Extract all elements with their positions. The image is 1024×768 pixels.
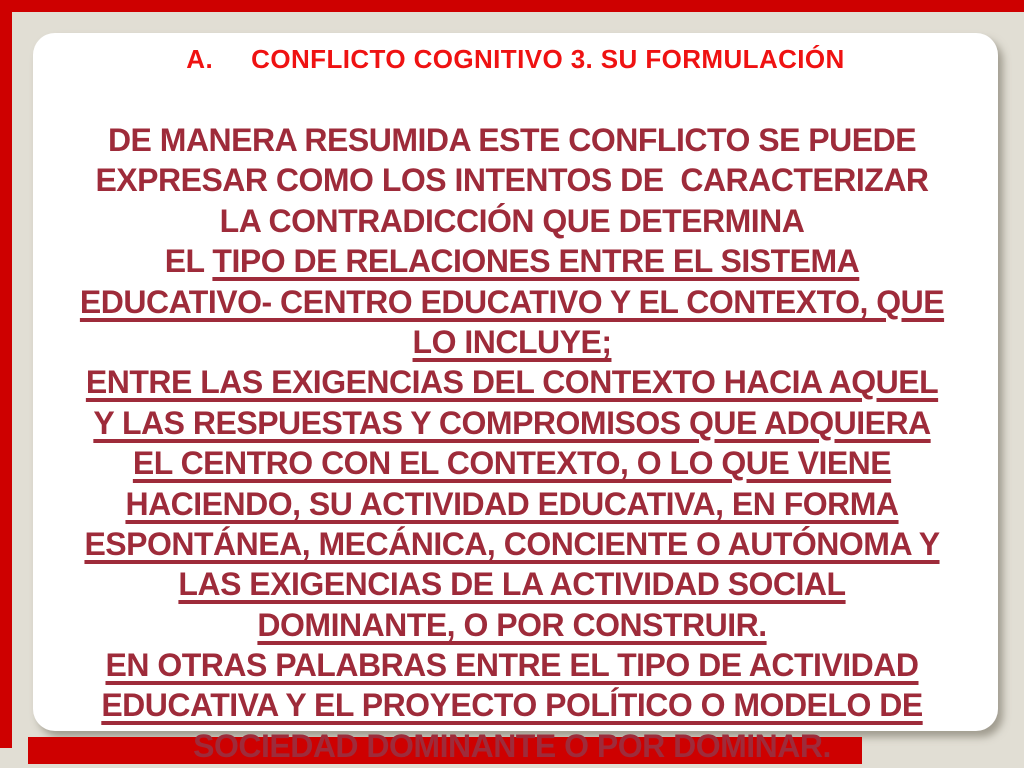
body-line bbox=[0, 160, 1024, 200]
body-line bbox=[0, 605, 1024, 645]
underlined-text-segment: EDUCATIVO- CENTRO EDUCATIVO Y EL CONTEXTO, QUE bbox=[79, 283, 945, 320]
text-segment: SOCIEDAD DOMINANTE O POR DOMINAR. bbox=[193, 727, 831, 764]
top-red-bar bbox=[0, 0, 1024, 12]
body-line bbox=[0, 282, 1024, 322]
body-line bbox=[0, 726, 1024, 766]
body-line bbox=[0, 201, 1024, 241]
underlined-text-segment: EDUCATIVA Y EL PROYECTO POLÍTICO O MODELO DE bbox=[101, 687, 923, 724]
text-segment: EXPRESAR COMO LOS INTENTOS DE CARACTERIZAR bbox=[95, 162, 929, 199]
body-text bbox=[0, 120, 1024, 766]
body-line bbox=[0, 524, 1024, 564]
underlined-text-segment: LO INCLUYE; bbox=[412, 323, 612, 360]
underlined-text-segment: EL CENTRO CON EL CONTEXTO, O LO QUE VIENE bbox=[132, 445, 892, 482]
text-segment: DE MANERA RESUMIDA ESTE CONFLICTO SE PUEDE bbox=[107, 122, 917, 158]
underlined-text-segment: Y LAS RESPUESTAS Y COMPROMISOS QUE ADQUIERA bbox=[93, 404, 931, 441]
body-line bbox=[0, 564, 1024, 604]
underlined-text-segment: EN OTRAS PALABRAS ENTRE EL TIPO DE ACTIVIDAD bbox=[105, 647, 919, 684]
underlined-text-segment: ESPONTÁNEA, MECÁNICA, CONCIENTE O AUTÓNOMA Y bbox=[84, 525, 940, 562]
text-segment: LA CONTRADICCIÓN QUE DETERMINA bbox=[219, 202, 805, 239]
underlined-text-segment: TIPO DE RELACIONES ENTRE EL SISTEMA bbox=[212, 243, 860, 280]
underlined-text-segment: DOMINANTE, O POR CONSTRUIR. bbox=[257, 606, 767, 643]
body-line bbox=[0, 403, 1024, 443]
text-segment: EL bbox=[164, 243, 213, 280]
body-line bbox=[0, 484, 1024, 524]
body-line bbox=[0, 685, 1024, 725]
body-line bbox=[0, 362, 1024, 402]
underlined-text-segment: ENTRE LAS EXIGENCIAS DEL CONTEXTO HACIA AQUEL bbox=[85, 364, 939, 401]
body-line bbox=[0, 241, 1024, 281]
body-line bbox=[0, 443, 1024, 483]
slide-title: A. CONFLICTO COGNITIVO 3. SU FORMULACIÓN bbox=[186, 44, 845, 74]
underlined-text-segment: LAS EXIGENCIAS DE LA ACTIVIDAD SOCIAL bbox=[178, 566, 846, 603]
underlined-text-segment: HACIENDO, SU ACTIVIDAD EDUCATIVA, EN FORMA bbox=[125, 485, 899, 522]
body-line bbox=[0, 322, 1024, 362]
body-line bbox=[0, 645, 1024, 685]
body-line bbox=[0, 120, 1024, 160]
